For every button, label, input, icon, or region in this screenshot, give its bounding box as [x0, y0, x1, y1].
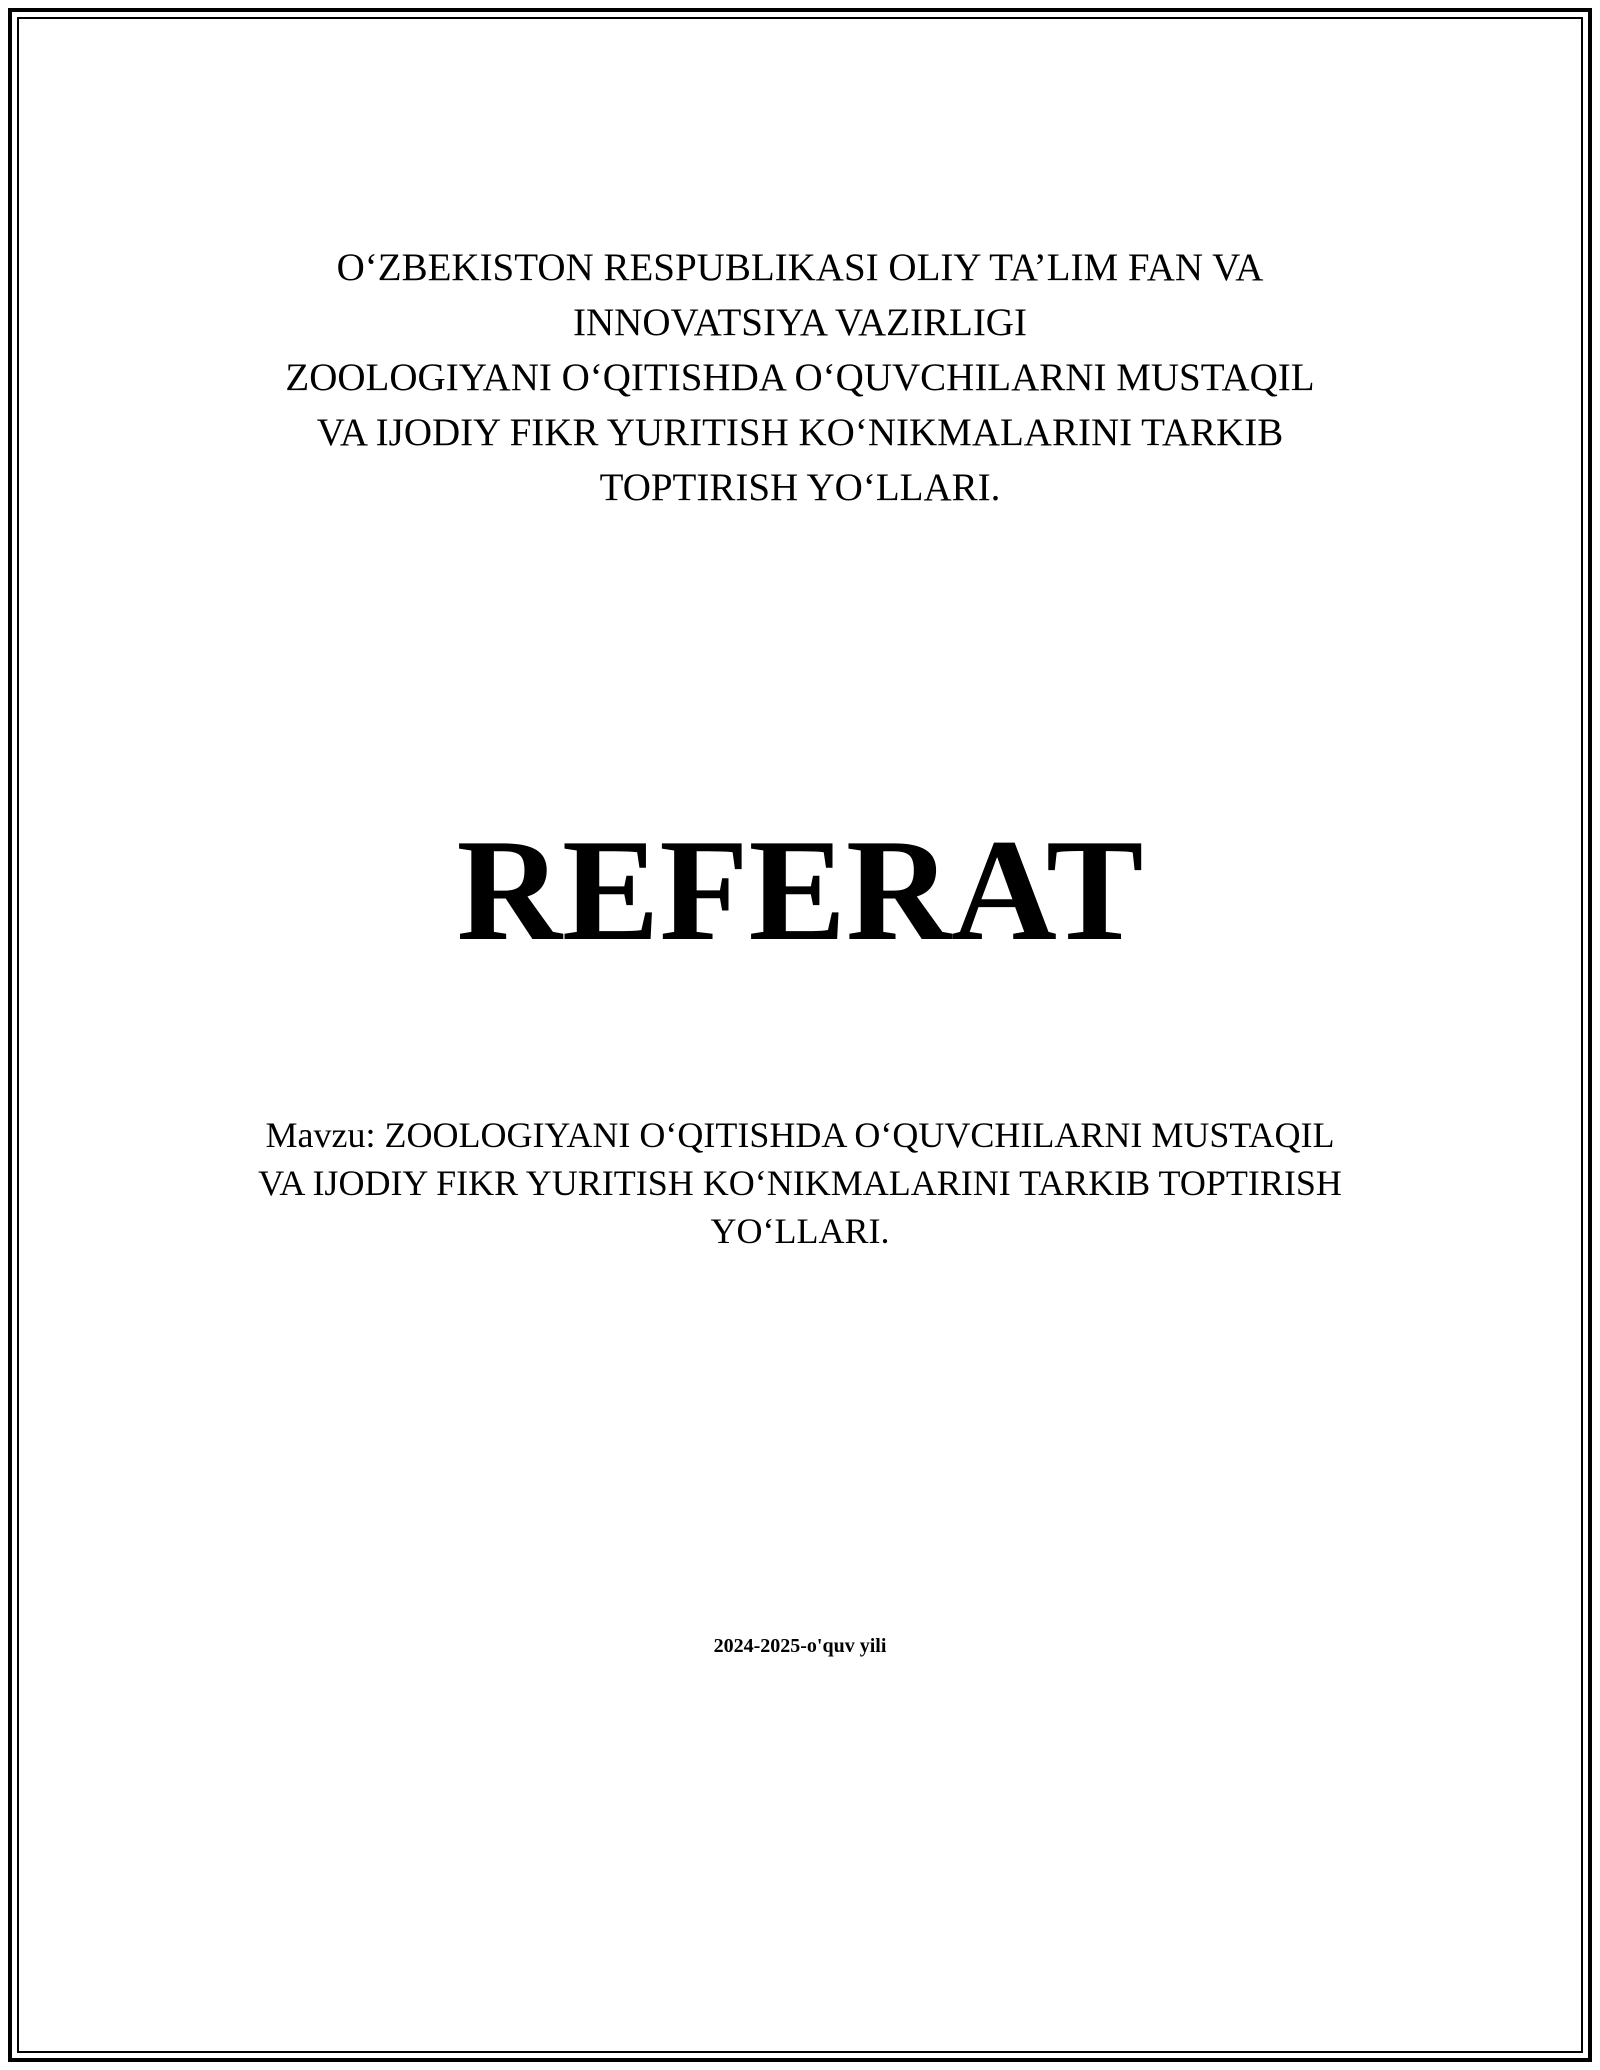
header-line: VA IJODIY FIKR YURITISH KO‘NIKMALARINI TARKIB	[316, 411, 1284, 454]
topic-section	[0, 1111, 1600, 1255]
ministry-header	[0, 240, 1600, 515]
header-line: INNOVATSIYA VAZIRLIGI	[573, 301, 1027, 344]
document-title: REFERAT	[456, 809, 1144, 971]
topic-line: YO‘LLARI.	[710, 1211, 890, 1251]
topic-line: Mavzu: ZOOLOGIYANI O‘QITISHDA O‘QUVCHILARNI MUSTAQIL	[265, 1115, 1335, 1155]
header-line: O‘ZBEKISTON RESPUBLIKASI OLIY TA’LIM FAN VA	[336, 246, 1264, 289]
header-line: ZOOLOGIYANI O‘QITISHDA O‘QUVCHILARNI MUSTAQIL	[285, 356, 1315, 399]
header-line: TOPTIRISH YO‘LLARI.	[599, 466, 1001, 509]
topic-line: VA IJODIY FIKR YURITISH KO‘NIKMALARINI TARKIB TOPTIRISH	[258, 1163, 1342, 1203]
academic-year: 2024-2025-o'quv yili	[713, 1635, 887, 1657]
